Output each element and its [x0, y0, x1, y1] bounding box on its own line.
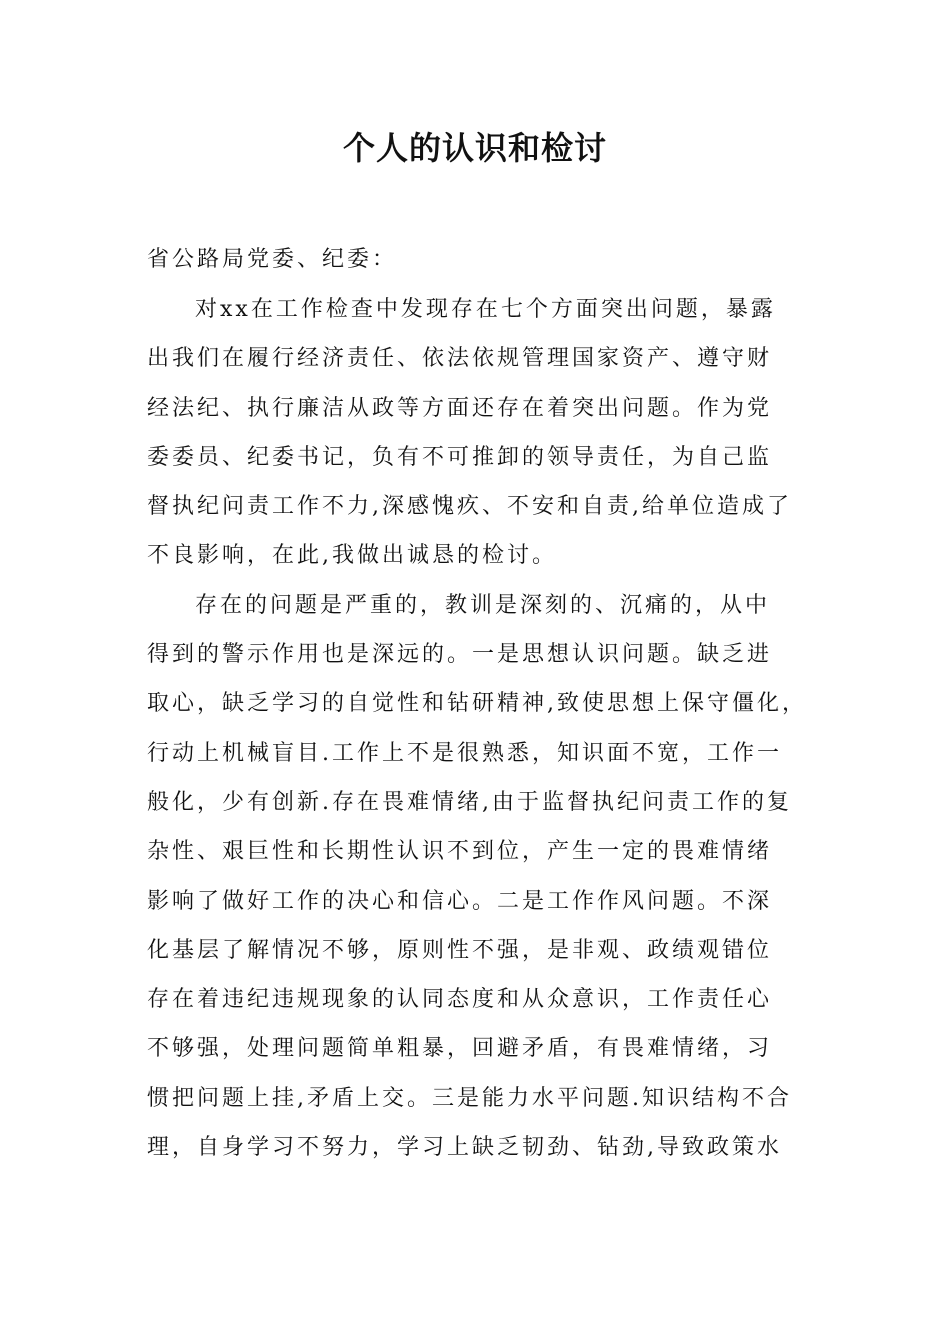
- paragraph-line: 理，自身学习不努力，学习上缺乏韧劲、钻劲,导致政策水: [147, 1135, 782, 1161]
- paragraph-line: 经法纪、执行廉洁从政等方面还存在着突出问题。作为党: [147, 395, 773, 421]
- paragraph-line: 委委员、纪委书记，负有不可推卸的领导责任，为自己监: [147, 444, 773, 470]
- paragraph-line: 行动上机械盲目.工作上不是很熟悉，知识面不宽，工作一: [147, 740, 782, 766]
- paragraph-line: 影响了做好工作的决心和信心。二是工作作风问题。不深: [147, 888, 773, 914]
- document-body: [147, 292, 827, 1179]
- paragraph-line: 化基层了解情况不够，原则性不强，是非观、政绩观错位: [147, 937, 773, 963]
- paragraph-line: 取心，缺乏学习的自觉性和钻研精神,致使思想上保守僵化，: [147, 691, 807, 717]
- paragraph-line: 杂性、艰巨性和长期性认识不到位，产生一定的畏难情绪: [147, 839, 773, 865]
- paragraph-line: 不良影响，在此,我做出诚恳的检讨。: [147, 543, 557, 569]
- paragraph-line: 出我们在履行经济责任、依法依规管理国家资产、遵守财: [147, 346, 773, 372]
- paragraph-line: 存在着违纪违规现象的认同态度和从众意识，工作责任心: [147, 987, 773, 1013]
- paragraph-line: 对xx在工作检查中发现存在七个方面突出问题，暴露: [195, 297, 776, 322]
- salutation: 省公路局党委、纪委：: [147, 247, 398, 272]
- paragraph-line: 不够强，处理问题简单粗暴，回避矛盾，有畏难情绪，习: [147, 1036, 773, 1062]
- document-title: 个人的认识和检讨: [342, 129, 607, 167]
- paragraph-line: 得到的警示作用也是深远的。一是思想认识问题。缺乏进: [147, 642, 773, 668]
- paragraph-line: 存在的问题是严重的，教训是深刻的、沉痛的，从中: [195, 592, 771, 618]
- paragraph-line: 般化，少有创新.存在畏难情绪,由于监督执纪问责工作的复: [147, 789, 792, 815]
- paragraph-line: 督执纪问责工作不力,深感愧疚、不安和自责,给单位造成了: [147, 494, 792, 520]
- paragraph-line: 惯把问题上挂,矛盾上交。三是能力水平问题.知识结构不合: [147, 1085, 792, 1111]
